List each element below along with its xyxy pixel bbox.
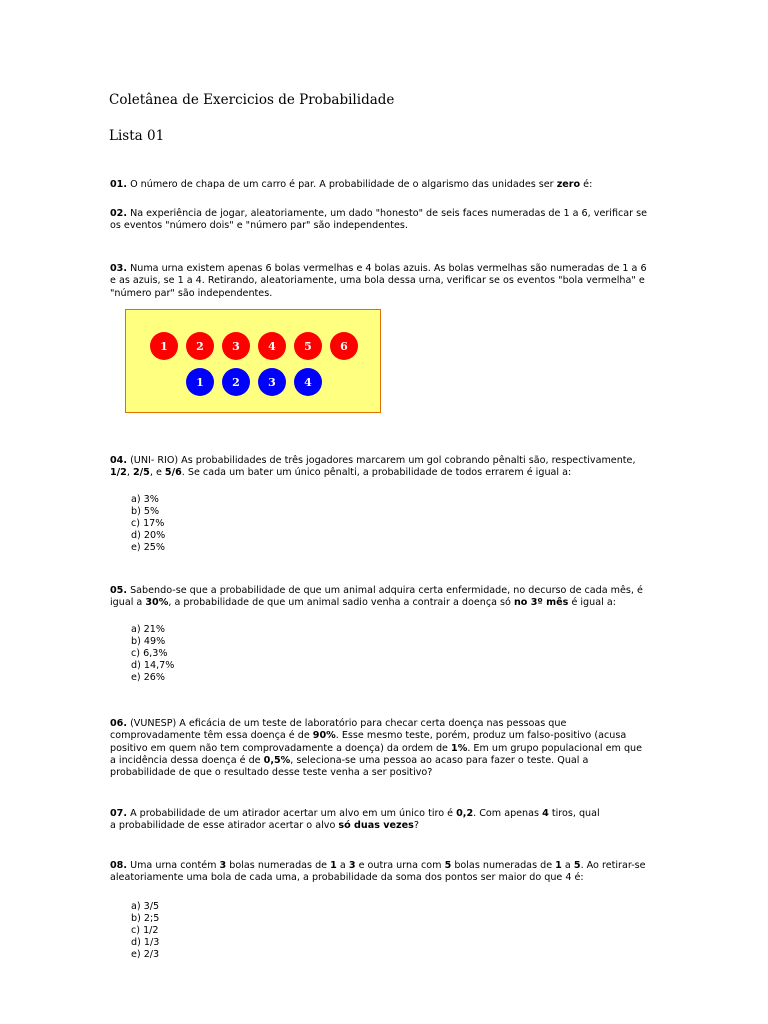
ball-label: 1	[160, 340, 168, 353]
option: b) 49%	[131, 636, 166, 648]
separator: , e	[149, 467, 162, 479]
question-04	[110, 455, 636, 480]
option: e) 25%	[131, 542, 166, 554]
question-number: 05.	[110, 585, 127, 596]
options-08	[131, 901, 159, 961]
question-text: . Em um grupo populacional em que	[467, 742, 643, 754]
emphasis: 3	[348, 860, 356, 871]
page-title: Coletânea de Exercicios de Probabilidade	[109, 92, 395, 108]
question-text: (UNI- RIO) As probabilidades de três jogadores marcarem um gol cobrando pênalti são, respectivamente,	[130, 455, 636, 466]
question-text: . Esse mesmo teste, porém, produz um falso-positivo (acusa	[335, 730, 627, 742]
urn-balls	[126, 310, 380, 412]
red-ball	[222, 332, 250, 360]
option: d) 14,7%	[131, 660, 175, 672]
question-text: aleatoriamente uma bola de cada uma, a probabilidade da soma dos pontos ser maior do que 4 é:	[110, 872, 584, 884]
blue-ball	[222, 368, 250, 396]
question-number: 06.	[110, 718, 127, 729]
question-text: tiros, qual	[551, 808, 600, 819]
emphasis: 0,2	[456, 808, 474, 819]
red-ball	[150, 332, 178, 360]
ball-label: 2	[196, 340, 204, 353]
option: d) 1/3	[131, 937, 160, 949]
list-title: Lista 01	[109, 128, 165, 144]
emphasis: 3	[219, 860, 227, 871]
question-07	[110, 808, 600, 833]
ball-label: 3	[268, 376, 276, 389]
question-text: a	[564, 860, 571, 871]
question-text: . Com apenas	[473, 808, 540, 819]
emphasis: zero	[556, 179, 581, 190]
options-04	[131, 494, 165, 554]
question-06	[110, 718, 642, 779]
ball-label: 4	[304, 376, 312, 389]
question-text: é:	[583, 179, 593, 190]
question-text: Uma urna contém	[130, 860, 217, 871]
question-text: a probabilidade de esse atirador acertar o alvo	[110, 820, 336, 832]
question-text: Na experiência de jogar, aleatoriamente, um dado "honesto" de seis faces numeradas de 1 a 6, verificar se	[130, 208, 648, 219]
option: e) 26%	[131, 672, 166, 684]
question-08	[110, 860, 646, 885]
question-text: . Se cada um bater um único pênalti, a probabilidade de todos errarem é igual a:	[181, 467, 572, 479]
question-text: a	[339, 860, 346, 871]
question-05	[110, 585, 643, 610]
red-ball	[330, 332, 358, 360]
option: a) 21%	[131, 624, 165, 635]
option: a) 3%	[131, 494, 159, 505]
question-text: , a probabilidade de que um animal sadio venha a contrair a doença só	[168, 597, 511, 609]
question-text: bolas numeradas de	[454, 860, 553, 871]
question-text: igual a	[110, 597, 143, 609]
red-ball	[294, 332, 322, 360]
option: e) 2/3	[131, 949, 160, 961]
ball-label: 1	[196, 376, 204, 389]
ball-label: 5	[304, 340, 312, 353]
red-ball	[186, 332, 214, 360]
blue-ball	[186, 368, 214, 396]
urn-illustration	[125, 309, 381, 413]
option: c) 17%	[131, 518, 165, 530]
question-text: A probabilidade de um atirador acertar um alvo em um único tiro é	[130, 808, 454, 819]
emphasis: 4	[542, 808, 549, 819]
emphasis: 1	[555, 860, 562, 871]
question-number: 07.	[110, 808, 127, 819]
question-text: "número par" são independentes.	[110, 287, 273, 299]
question-text: probabilidade de que o resultado desse teste venha a ser positivo?	[110, 767, 433, 779]
question-text: comprovadamente têm essa doença é de	[110, 730, 310, 742]
question-text: os eventos "número dois" e "número par" são independentes.	[110, 220, 408, 232]
ball-label: 3	[232, 340, 240, 353]
emphasis: 5	[573, 860, 581, 871]
blue-ball	[294, 368, 322, 396]
question-03	[110, 263, 647, 300]
question-number: 03.	[110, 263, 127, 274]
option: a) 3/5	[131, 901, 160, 912]
emphasis: 30%	[145, 597, 169, 609]
option: d) 20%	[131, 530, 166, 542]
option: c) 1/2	[131, 925, 159, 937]
question-text: , seleciona-se uma pessoa ao acaso para fazer o teste. Qual a	[290, 754, 589, 766]
emphasis: 90%	[312, 730, 336, 742]
question-02	[110, 208, 647, 233]
emphasis: só duas vezes	[338, 820, 414, 832]
option: b) 2;5	[131, 913, 160, 925]
blue-ball	[258, 368, 286, 396]
fraction: 2/5	[132, 467, 150, 479]
question-text: (VUNESP) A eficácia de um teste de laboratório para checar certa doença nas pessoas que	[130, 718, 567, 729]
fraction: 1/2	[110, 467, 127, 479]
question-number: 08.	[110, 860, 127, 871]
question-01	[110, 179, 592, 191]
question-text: ?	[413, 820, 419, 832]
question-text: e outra urna com	[358, 860, 442, 871]
question-text: Numa urna existem apenas 6 bolas vermelhas e 4 bolas azuis. As bolas vermelhas são numeradas de 1 a 6	[130, 263, 647, 274]
question-text: é igual a:	[571, 597, 616, 609]
question-text: positivo em quem não tem comprovadamente a doença) da ordem de	[110, 742, 448, 754]
option: b) 5%	[131, 506, 160, 518]
question-text: . Ao retirar-se	[580, 860, 646, 871]
question-number: 02.	[110, 208, 127, 219]
emphasis: no 3º mês	[513, 597, 569, 609]
ball-label: 6	[340, 340, 348, 353]
question-number: 04.	[110, 455, 127, 466]
question-text: e as azuis, se 1 a 4. Retirando, aleatoriamente, uma bola dessa urna, verificar se os eventos "bola vermelha" e	[110, 275, 645, 287]
fraction: 5/6	[164, 467, 182, 479]
option: c) 6,3%	[131, 648, 168, 660]
question-text: bolas numeradas de	[229, 860, 328, 871]
question-text: O número de chapa de um carro é par. A probabilidade de o algarismo das unidades ser	[130, 179, 554, 190]
emphasis: 1	[330, 860, 337, 871]
emphasis: 1%	[451, 742, 468, 754]
question-text: Sabendo-se que a probabilidade de que um animal adquira certa enfermidade, no decurso de cada mês, é	[130, 585, 643, 596]
separator: ,	[126, 467, 130, 479]
red-ball	[258, 332, 286, 360]
question-text: a incidência dessa doença é de	[110, 754, 261, 766]
question-number: 01.	[110, 179, 127, 190]
emphasis: 0,5%	[263, 754, 291, 766]
ball-label: 4	[268, 340, 276, 353]
options-05	[131, 624, 174, 684]
ball-label: 2	[232, 376, 240, 389]
emphasis: 5	[444, 860, 452, 871]
